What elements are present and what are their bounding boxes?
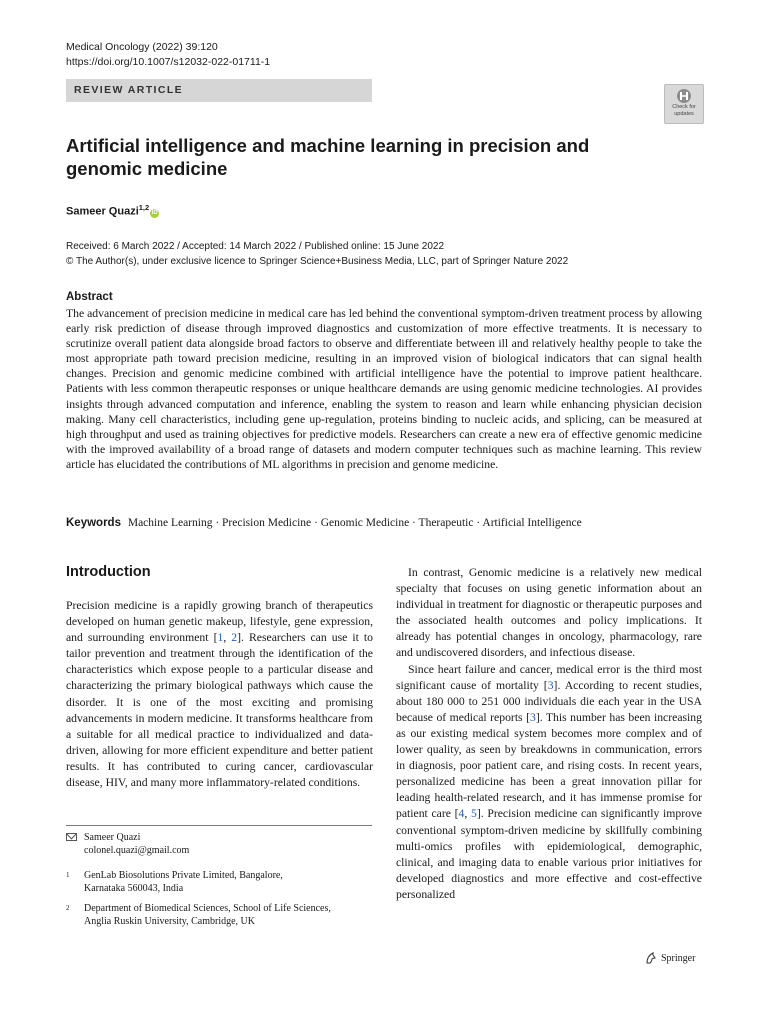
orcid-icon[interactable]: iD xyxy=(151,209,158,216)
affiliation-1-line-1: GenLab Biosolutions Private Limited, Bangalore, xyxy=(84,870,283,881)
abstract-body: The advancement of precision medicine in medical care has led behind the conventional symptom-driven treatment process by allowing early risk prediction of disease through improved diagnostics and customization of more effective treatments. It is necessary to scrutinize overall patient data alongside broad factors to observe and differentiate between ill and relatively healthy people to take the most appropriate path toward precision medicine, resulting in an improved vision of biological indicators that can signal health changes. Precision and genomic medicine combined with artificial intelligence have the potential to improve patient healthcare. Patients with less common therapeutic responses or unique healthcare demands are using genomic medicine technologies. AI provides insights through advanced computation and inference, enabling the system to reason and learn while enhancing physician decision making. Many cell characteristics, including gene up-regulation, proteins binding to nucleic acids, and splicing, can be measured at high throughput and used as training objectives for predictive models. Researchers can create a new era of effective genomic medicine with the improved availability of a broad range of datasets and modern computer techniques such as machine learning. This review article has elucidated the contributions of ML algorithms in precision and genome medicine. xyxy=(66,307,702,471)
intro-paragraph-3: Since heart failure and cancer, medical error is the third most significant cause of mortality [3]. According to recent studies, about 180 000 to 251 000 individuals die each year in the USA because of medical reports [3]. This number has been increasing as our existing medical system becomes more complex and of lower quality, as seen by breakdowns in communication, errors in diagnosis, poor patient care, and rising costs. In recent years, personalized medicine has been a great innovation pillar for leading health-related research, and it has immense promise for patient care [4, 5]. Precision medicine can significantly improve conventional symptom-driven medicine by skillfully combining multi-omics profiles with epidemiological, demographic, clinical, and imaging data to enable various prior initiatives for developed diagnostics and more effective and cost-effective personalized xyxy=(396,662,702,901)
affiliation-footnote-2 xyxy=(66,902,372,928)
affiliation-2-line-2: Anglia Ruskin University, Cambridge, UK xyxy=(84,916,256,927)
right-column-body xyxy=(396,565,702,903)
citation-link[interactable]: 4 xyxy=(458,807,465,821)
check-updates-icon xyxy=(676,88,692,104)
affiliation-mark-2: 2 xyxy=(66,904,70,912)
copyright-notice: © The Author(s), under exclusive licence to Springer Science+Business Media, LLC, part of Springer Nature 2022 xyxy=(66,255,569,267)
intro-paragraph-2: In contrast, Genomic medicine is a relatively new medical specialty that focuses on using genetic information about an individual in treatment for diagnostic or therapeutic purposes and the associated health outcomes and policy implications. It already has potential changes in oncology, pharmacology, rare and undiscovered disorders, and infectious disease. xyxy=(396,566,702,660)
publisher-logo xyxy=(645,952,695,964)
footnote-divider xyxy=(66,825,372,826)
affiliation-1-line-2: Karnataka 560043, India xyxy=(84,883,184,894)
citation-link[interactable]: 3 xyxy=(529,710,536,724)
journal-citation: Medical Oncology (2022) 39:120 xyxy=(66,41,218,53)
check-updates-label: Check for updates xyxy=(672,104,696,117)
contact-email[interactable]: colonel.quazi@gmail.com xyxy=(84,845,190,856)
publication-dates xyxy=(66,240,568,269)
springer-horse-icon xyxy=(645,952,657,964)
affiliation-footnote-1 xyxy=(66,869,372,895)
corresponding-author-footnote xyxy=(66,831,372,857)
introduction-heading: Introduction xyxy=(66,564,151,580)
intro-paragraph-1: Precision medicine is a rapidly growing branch of therapeutics developed on human genetic makeup, lifestyle, gene expression, and surrounding environment [1, 2]. Researchers can use it to tailor prevention and treatment through the identification of the characteristics which expose people to a particular disease and characterizing the primary biological pathways which cause the disorder. It is one of the most exciting and promising advancements in modern medicine. It transforms healthcare from a suitable for all medical practice to individualized and data-driven, allowing for more efficient expenditure and better patient results. It has contributed to curing cancer, cardiovascular disease, HIV, and many more inflammatory-related conditions. xyxy=(66,599,374,790)
citation-link[interactable]: 3 xyxy=(547,678,554,692)
publisher-name: Springer xyxy=(661,952,696,964)
affiliation-mark-1: 1 xyxy=(66,871,70,879)
abstract-heading: Abstract xyxy=(66,291,113,303)
doi-link[interactable]: https://doi.org/10.1007/s12032-022-01711-1 xyxy=(66,56,271,68)
citation-link[interactable]: 2 xyxy=(231,631,238,645)
keywords-list: Machine Learning · Precision Medicine · Genomic Medicine · Therapeutic · Artificial Intelligence xyxy=(127,517,582,529)
affiliation-2-line-1: Department of Biomedical Sciences, School of Life Sciences, xyxy=(84,903,331,914)
keywords-label: Keywords xyxy=(66,517,121,529)
article-type-label: REVIEW ARTICLE xyxy=(74,84,184,96)
received-accepted-published: Received: 6 March 2022 / Accepted: 14 March 2022 / Published online: 15 June 2022 xyxy=(66,241,445,252)
check-for-updates-badge[interactable] xyxy=(664,84,704,124)
author-line xyxy=(66,203,159,218)
citation-link[interactable]: 1 xyxy=(217,631,224,645)
citation-link[interactable]: 5 xyxy=(470,807,477,821)
envelope-icon xyxy=(66,833,77,841)
author-affiliation-marks: 1,2 xyxy=(138,203,150,212)
author-name[interactable]: Sameer Quazi xyxy=(66,205,139,218)
article-title: Artificial intelligence and machine learning in precision and genomic medicine xyxy=(66,135,590,179)
left-column-body xyxy=(66,598,373,791)
journal-header xyxy=(66,40,270,70)
contact-name: Sameer Quazi xyxy=(84,832,141,843)
article-type-bar xyxy=(66,79,372,102)
keywords-line xyxy=(66,517,706,529)
